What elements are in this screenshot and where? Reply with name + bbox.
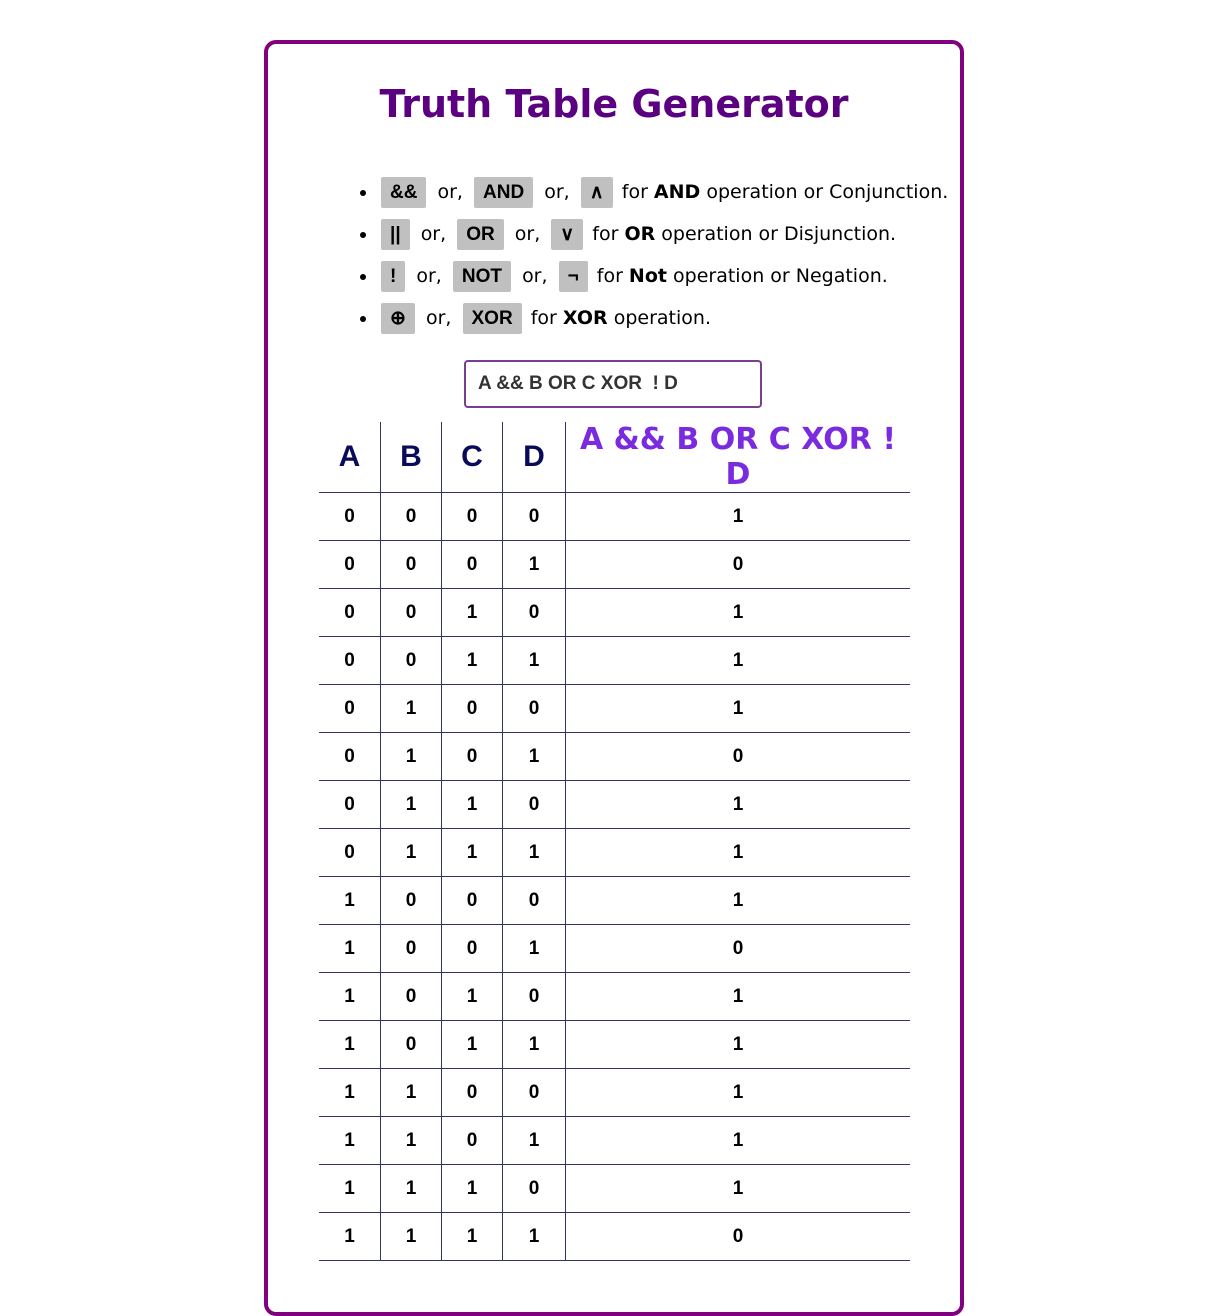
table-row (319, 637, 910, 685)
result-cell: 0 (566, 1213, 911, 1261)
input-cell: 0 (442, 685, 503, 733)
operator-key: ! (381, 261, 405, 292)
page-title: Truth Table Generator (379, 82, 849, 126)
input-cell: 0 (381, 637, 442, 685)
operator-key: ∧ (581, 177, 613, 208)
legend-separator: or, (522, 265, 548, 287)
input-cell: 1 (319, 1213, 381, 1261)
input-cell: 0 (319, 733, 381, 781)
legend-op-name: OR (624, 223, 656, 245)
operator-key: XOR (463, 303, 522, 334)
input-cell: 0 (381, 1021, 442, 1069)
input-cell: 0 (503, 493, 566, 541)
result-cell: 0 (566, 541, 911, 589)
input-cell: 1 (503, 733, 566, 781)
legend-separator: or, (544, 181, 570, 203)
input-cell: 1 (442, 1213, 503, 1261)
input-cell: 0 (381, 925, 442, 973)
operator-key: OR (457, 219, 504, 250)
table-row (319, 877, 910, 925)
legend-separator: or, (420, 223, 447, 245)
column-header-b: B (381, 422, 442, 493)
input-cell: 1 (319, 877, 381, 925)
input-cell: 1 (442, 637, 503, 685)
input-cell: 1 (381, 1069, 442, 1117)
input-cell: 0 (503, 589, 566, 637)
column-header-c: C (442, 422, 503, 493)
table-row (319, 733, 910, 781)
result-cell: 1 (566, 637, 911, 685)
input-cell: 1 (319, 1165, 381, 1213)
input-cell: 0 (319, 829, 381, 877)
input-cell: 0 (381, 973, 442, 1021)
input-cell: 1 (319, 1069, 381, 1117)
input-cell: 1 (503, 1021, 566, 1069)
input-cell: 0 (381, 493, 442, 541)
table-body (319, 493, 910, 1261)
input-cell: 1 (442, 589, 503, 637)
legend-separator: or, (416, 265, 442, 287)
result-cell: 1 (566, 1117, 911, 1165)
legend-op-name: AND (653, 181, 701, 203)
table-row (319, 1069, 910, 1117)
legend-item-xor (378, 298, 948, 340)
input-cell: 0 (319, 541, 381, 589)
operator-legend (356, 172, 948, 340)
table-row (319, 1021, 910, 1069)
input-cell: 0 (442, 877, 503, 925)
result-cell: 1 (566, 781, 911, 829)
input-cell: 1 (442, 973, 503, 1021)
input-cell: 1 (381, 733, 442, 781)
expression-input[interactable] (464, 360, 762, 408)
table-header-row (319, 422, 910, 493)
operator-key: ⊕ (381, 303, 415, 334)
table-row (319, 541, 910, 589)
input-cell: 0 (381, 589, 442, 637)
table-row (319, 589, 910, 637)
input-cell: 0 (503, 685, 566, 733)
operator-key: && (381, 177, 426, 208)
input-cell: 0 (319, 493, 381, 541)
column-header-d: D (503, 422, 566, 493)
input-cell: 0 (442, 925, 503, 973)
result-cell: 1 (566, 1165, 911, 1213)
input-cell: 0 (503, 973, 566, 1021)
operator-key: NOT (453, 261, 511, 292)
legend-item-not (378, 256, 948, 298)
result-cell: 1 (566, 877, 911, 925)
operator-key: || (381, 219, 410, 250)
legend-description: operation or Conjunction. (706, 181, 949, 203)
legend-description: operation or Disjunction. (661, 223, 897, 245)
input-cell: 1 (442, 1021, 503, 1069)
legend-op-name: XOR (562, 307, 608, 329)
input-cell: 0 (381, 877, 442, 925)
table-row (319, 829, 910, 877)
input-cell: 1 (319, 1021, 381, 1069)
input-cell: 0 (503, 1165, 566, 1213)
legend-separator: or, (425, 307, 452, 329)
input-cell: 1 (503, 925, 566, 973)
table-row (319, 493, 910, 541)
input-cell: 0 (319, 685, 381, 733)
table-row (319, 781, 910, 829)
input-cell: 1 (381, 1213, 442, 1261)
input-cell: 0 (442, 1117, 503, 1165)
legend-item-or (378, 214, 948, 256)
operator-key: AND (474, 177, 533, 208)
input-cell: 0 (442, 1069, 503, 1117)
legend-for: for (596, 265, 623, 287)
result-cell: 0 (566, 925, 911, 973)
input-cell: 1 (381, 781, 442, 829)
input-cell: 0 (503, 781, 566, 829)
operator-key: ¬ (559, 261, 588, 292)
input-cell: 1 (381, 829, 442, 877)
legend-separator: or, (437, 181, 463, 203)
input-cell: 1 (381, 1165, 442, 1213)
input-cell: 1 (319, 925, 381, 973)
input-cell: 0 (503, 877, 566, 925)
legend-op-name: Not (628, 265, 667, 287)
result-cell: 1 (566, 973, 911, 1021)
result-cell: 1 (566, 829, 911, 877)
input-cell: 0 (319, 637, 381, 685)
table-row (319, 1117, 910, 1165)
input-cell: 1 (442, 781, 503, 829)
table-row (319, 685, 910, 733)
result-cell: 1 (566, 685, 911, 733)
input-cell: 1 (442, 829, 503, 877)
table-row (319, 925, 910, 973)
input-cell: 0 (319, 781, 381, 829)
input-cell: 0 (319, 589, 381, 637)
input-cell: 0 (442, 733, 503, 781)
legend-separator: or, (514, 223, 541, 245)
input-cell: 1 (381, 685, 442, 733)
result-cell: 1 (566, 1021, 911, 1069)
input-cell: 1 (503, 829, 566, 877)
table-row (319, 1213, 910, 1261)
result-cell: 0 (566, 733, 911, 781)
column-header-a: A (319, 422, 381, 493)
input-cell: 0 (503, 1069, 566, 1117)
table-row (319, 973, 910, 1021)
input-cell: 0 (442, 493, 503, 541)
input-cell: 1 (503, 541, 566, 589)
generator-card (264, 40, 964, 1316)
legend-description: operation or Negation. (673, 265, 888, 287)
result-cell: 1 (566, 589, 911, 637)
input-cell: 0 (381, 541, 442, 589)
input-cell: 1 (381, 1117, 442, 1165)
truth-table (319, 422, 910, 1261)
operator-key: ∨ (551, 219, 583, 250)
input-cell: 1 (503, 1213, 566, 1261)
input-cell: 1 (442, 1165, 503, 1213)
legend-item-and (378, 172, 948, 214)
input-cell: 1 (319, 1117, 381, 1165)
input-cell: 0 (442, 541, 503, 589)
input-cell: 1 (503, 637, 566, 685)
legend-for: for (530, 307, 557, 329)
legend-description: operation. (613, 307, 711, 329)
result-cell: 1 (566, 1069, 911, 1117)
result-cell: 1 (566, 493, 911, 541)
input-cell: 1 (319, 973, 381, 1021)
table-row (319, 1165, 910, 1213)
legend-for: for (621, 181, 648, 203)
legend-for: for (592, 223, 619, 245)
input-cell: 1 (503, 1117, 566, 1165)
column-header-result: A && B OR C XOR ! D (566, 422, 911, 493)
